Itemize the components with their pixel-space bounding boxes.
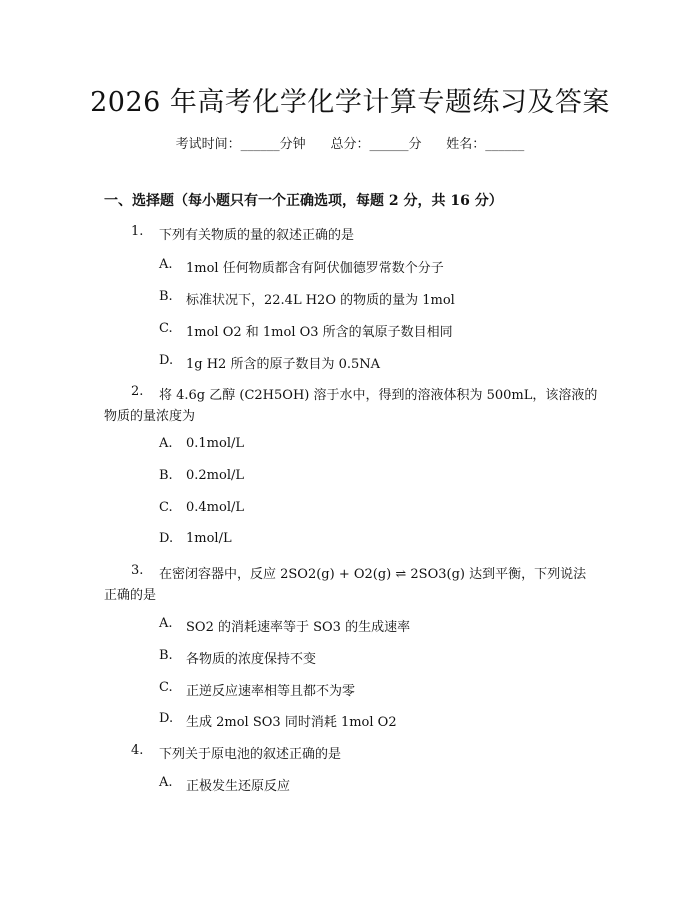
option-letter: C.	[159, 680, 173, 695]
question-number: 1.	[131, 224, 144, 239]
option-text: 正逆反应速率相等且都不为零	[186, 684, 356, 699]
option-text: 各物质的浓度保持不变	[186, 652, 317, 667]
option-letter: A.	[159, 616, 173, 631]
question-stem: 将 4.6g 乙醇 (C2H5OH) 溶于水中，得到的溶液体积为 500mL，该溶液的	[159, 388, 598, 403]
student-name-label: 姓名：______	[446, 137, 525, 152]
option-text: 0.2mol/L	[186, 468, 244, 483]
option-letter: B.	[159, 468, 173, 483]
option-text: 1mol O2 和 1mol O3 所含的氧原子数目相同	[186, 325, 453, 340]
option-text: 生成 2mol SO3 同时消耗 1mol O2	[186, 715, 397, 730]
option-letter: A.	[159, 775, 173, 790]
option-letter: A.	[159, 436, 173, 451]
option-letter: C.	[159, 321, 173, 336]
question-stem-continued: 物质的量浓度为	[104, 409, 196, 424]
option-text: 1mol/L	[186, 531, 232, 546]
option-text: 0.4mol/L	[186, 500, 244, 515]
option-text: 1mol 任何物质都含有阿伏伽德罗常数个分子	[186, 261, 444, 276]
option-letter: B.	[159, 289, 173, 304]
option-text: 正极发生还原反应	[186, 779, 291, 794]
question-number: 3.	[131, 563, 144, 578]
option-text: 标准状况下，22.4L H2O 的物质的量为 1mol	[186, 293, 455, 308]
question-number: 2.	[131, 384, 144, 399]
exam-meta-line	[0, 133, 700, 152]
section-title: 一、选择题（每小题只有一个正确选项，每题 2 分，共 16 分）	[104, 193, 503, 209]
total-score-label: 总分：______分	[330, 137, 422, 152]
question-number: 4.	[131, 743, 144, 758]
question-stem-continued: 正确的是	[104, 588, 157, 603]
question-stem: 在密闭容器中，反应 2SO2(g) + O2(g) ⇌ 2SO3(g) 达到平衡，下列说法	[159, 567, 587, 582]
option-letter: D.	[159, 353, 174, 368]
option-letter: C.	[159, 500, 173, 515]
question-stem: 下列有关物质的量的叙述正确的是	[159, 228, 355, 243]
question-stem: 下列关于原电池的叙述正确的是	[159, 747, 342, 762]
option-text: SO2 的消耗速率等于 SO3 的生成速率	[186, 620, 411, 635]
option-text: 1g H2 所含的原子数目为 0.5NA	[186, 357, 381, 372]
option-text: 0.1mol/L	[186, 436, 244, 451]
page-title: 2026 年高考化学化学计算专题练习及答案	[90, 87, 610, 118]
exam-time-label: 考试时间：______分钟	[175, 137, 306, 152]
option-letter: A.	[159, 257, 173, 272]
option-letter: D.	[159, 711, 174, 726]
option-letter: D.	[159, 531, 174, 546]
option-letter: B.	[159, 648, 173, 663]
